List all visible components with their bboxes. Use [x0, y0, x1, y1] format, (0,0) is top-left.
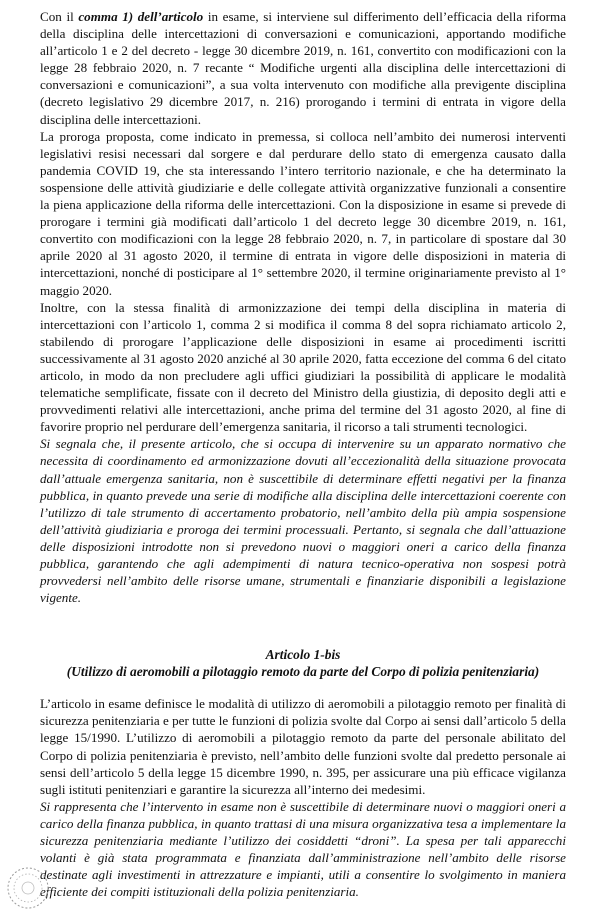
paragraph-proroga: La proroga proposta, come indicato in premessa, si colloca nell’ambito dei numerosi interventi legislativi resisi necessari dal sorgere e dal perdurare dello stato di emergenza causato dalla pandemia COVID 19, che sta interessando l’intero territorio nazionale, e che ha determinato la sospensione delle attività giudiziarie e delle collegate attività organizzative funzionali a consentire la piena applicazione della riforma delle intercettazioni. Con la disposizione in esame si prevede di prorogare i termini già modificati dall’articolo 1 del decreto legge 30 dicembre 2019, n. 161, convertito con modificazioni con la legge 28 febbraio 2020, n. 7, in particolare di spostare dal 30 aprile 2020 al 31 agosto 2020, il termine di entrata in vigore delle disposizioni in materia di intercettazioni, nonché di posticipare al 1° settembre 2020, il termine originariamente previsto al 1° maggio 2020. — [40, 128, 566, 298]
paragraph-oneri-note: Si segnala che, il presente articolo, che si occupa di intervenire su un apparato normativo che necessita di coordinamento ed armonizzazione dovuti all’eccezionalità della situazione provocata dall’attuale emergenza sanitaria, non è suscettibile di determinare effetti negativi per la finanza pubblica, in quanto prevede una serie di modifiche alla disciplina delle intercettazioni coerente con l’utilizzo di tale strumento di accertamento probatorio, nell’ambito della più ampia sospensione dell’attività giudiziaria e proroga dei termini processuali. Pertanto, si segnala che dall’attuazione delle disposizioni introdotte non si prevedono nuovi o maggiori oneri a carico della finanza pubblica, garantendo che agli adempimenti di natura tecnico-operativa non sospesi potrà provvedersi nell’ambito delle risorse umane, strumentali e finanziarie disponibili a legislazione vigente. — [40, 436, 566, 606]
paragraph-intro-text: Con il — [40, 9, 79, 24]
paragraph-comma-1 — [40, 8, 566, 128]
paragraph-droni-oneri: Si rappresenta che l’intervento in esame non è suscettibile di determinare nuovi o maggiori oneri a carico della finanza pubblica, in quanto trattasi di una misura organizzativa tesa a implementare la sicurezza penitenziaria mediante l’utilizzo dei cosiddetti “droni”. La spesa per tali apparecchi volanti è già stata programmata e finanziata dall’amministrazione nell’ambito delle risorse destinate agli investimenti in attrezzature e impianti, utili a consentire lo svolgimento in maniera efficiente dei compiti istituzionali della polizia penitenziaria. — [40, 798, 566, 900]
document-page — [40, 8, 566, 900]
paragraph-body-text: in esame, si interviene sul differimento dell’efficacia della riforma della disciplina delle intercettazioni di conversazioni e comunicazioni, apportando modifiche all’articolo 1 e 2 del decreto - legge 30 dicembre 2019, n. 161, convertito con modificazioni con la legge 28 febbraio 2020, n. 7 recante “ Modifiche urgenti alla disciplina delle intercettazioni di conversazioni e comunicazioni”, a sua volta intervenuto con modifiche alla previgente disciplina (decreto legislativo 29 dicembre 2017, n. 216) prorogando i termini di entrata in vigore della disciplina delle intercettazioni. — [40, 9, 567, 127]
article-heading-subtitle: (Utilizzo di aeromobili a pilotaggio remoto da parte del Corpo di polizia penitenziaria) — [66, 664, 540, 680]
emphasis-comma-articolo: comma 1) dell’articolo — [78, 9, 204, 24]
paragraph-inoltre: Inoltre, con la stessa finalità di armonizzazione dei tempi della disciplina in materia di intercettazioni con l’articolo 1, comma 2 si modifica il comma 8 del sopra richiamato articolo 2, stabilendo di prorogare l’applicazione delle disposizioni in esame ai procedimenti iscritti successivamente al 31 agosto 2020 anziché al 30 aprile 2020, fatta eccezione del comma 6 del citato articolo, in modo da non precludere agli uffici giudiziari la possibilità di applicare le modalità telematiche semplificate, fissate con il decreto del Ministro della giustizia, di deposito degli atti e provvedimenti relativi alle intercettazioni, anche prima del termine del 31 agosto 2020, al fine di favorire proprio nel perdurare dell’emergenza sanitaria, il ricorso a tali strumenti tecnologici. — [40, 299, 566, 435]
paragraph-aeromobili: L’articolo in esame definisce le modalità di utilizzo di aeromobili a pilotaggio remoto per finalità di sicurezza penitenziaria e per tutte le funzioni di polizia svolte dal Corpo ai sensi dall’articolo 5 della legge 15/1990. L’utilizzo di aeromobili a pilotaggio remoto da parte del personale abilitato del Corpo di polizia penitenziaria è previsto, nell’ambito delle funzioni svolte dal predetto personale ai sensi dell’articolo 5 della legge 15 dicembre 1990, n. 395, per assicurare una più efficace vigilanza sugli istituti penitenziari e garantire la sicurezza all’interno dei medesimi. — [40, 696, 566, 797]
official-seal-icon — [6, 866, 50, 910]
article-heading-title: Articolo 1-bis — [265, 647, 341, 663]
section-gap — [40, 606, 566, 646]
